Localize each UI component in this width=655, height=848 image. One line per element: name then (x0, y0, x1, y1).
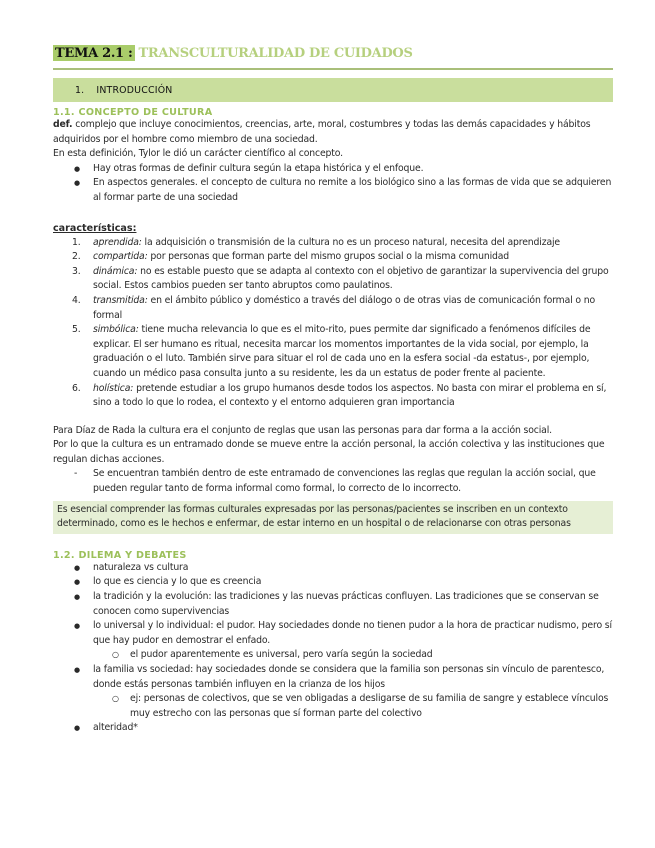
list-item: ○ ej: personas de colectivos, que se ven obligadas a desligarse de su familia de sangre y establece vínculos muy estrecho con las personas que sí forman parte del colectivo (53, 692, 613, 721)
dilema-bullets (53, 561, 613, 649)
list-item: ● la tradición y la evolución: las tradiciones y las nuevas prácticas confluyen. Las tradiciones que se conservan se conocen como supervivencias (53, 590, 613, 619)
list-item: - Se encuentran también dentro de este entramado de convenciones las reglas que regulan la acción social, que pueden regular tanto de forma informal como formal, lo correcto de lo incorrecto. (53, 467, 613, 496)
diaz-dash-list (53, 467, 613, 496)
item-term: transmitida: (93, 294, 148, 306)
document-page (53, 45, 613, 736)
item-number: 5. (72, 324, 81, 336)
item-term: aprendida: (93, 236, 142, 248)
item-term: holística: (93, 382, 134, 394)
item-number: 1. (72, 236, 81, 248)
entramado-paragraph: Por lo que la cultura es un entramado donde se mueve entre la acción personal, la acción colectiva y las instituciones que regulan dichas acciones. (53, 439, 605, 465)
list-item: ● naturaleza vs cultura (53, 561, 613, 576)
list-item (53, 382, 613, 411)
diaz-paragraph: Para Díaz de Rada la cultura era el conjunto de reglas que usan las personas para dar forma a la acción social. (53, 424, 552, 436)
list-item (53, 265, 613, 294)
definition-paragraph (53, 118, 613, 147)
list-item (53, 323, 613, 381)
list-item: ● la familia vs sociedad: hay sociedades donde se considera que la familia son personas sin vínculo de parentesco, donde estás personas también influyen en la crianza de los hijos (53, 663, 613, 692)
dilema-sub-bullets (53, 648, 613, 663)
item-term: compartida: (93, 251, 148, 263)
caracteristicas-heading: características: (53, 222, 137, 234)
definition-text: complejo que incluye conocimientos, creencias, arte, moral, costumbres y todas las demás capacidades y hábitos adquiridos por el hombre como miembro de una sociedad. (53, 119, 591, 145)
item-text: tiene mucha relevancia lo que es el mito-rito, pues permite dar significado a fenómenos difíciles de explicar. El ser humano es ritual, necesita marcar los momentos importantes de la vida social, por ejemplo, la graduación o el luto. También sirve para situar el rol de cada uno en la esfera social -da estatus-, por ejemplo, cuando un médico pasa consulta junto a su residente, les da un estatus de poder frente al paciente. (93, 324, 591, 379)
caracteristicas-list (53, 236, 613, 411)
concepto-bullets (53, 162, 613, 206)
list-item: ● Hay otras formas de definir cultura según la etapa histórica y el enfoque. (53, 162, 613, 177)
highlight-box: Es esencial comprender las formas culturales expresadas por las personas/pacientes se inscriben en un contexto determinado, como es le hechos e enfermar, de estar interno en un hospital o de relacionarse con otras personas (53, 501, 613, 534)
subheading-concepto: 1.1. CONCEPTO DE CULTURA (53, 107, 213, 118)
section-label: INTRODUCCIÓN (96, 84, 173, 96)
title-sub: TRANSCULTURALIDAD DE CUIDADOS (138, 46, 413, 61)
title-main: TEMA 2.1 : (55, 46, 133, 61)
list-item: ● En aspectos generales. el concepto de cultura no remite a los biológico sino a las formas de vida que se adquieren al formar parte de una sociedad (53, 176, 613, 205)
spacer (53, 411, 613, 424)
item-number: 6. (72, 382, 81, 394)
list-item (53, 236, 613, 251)
dilema-sub-bullets-2 (53, 692, 613, 721)
section-number: 1. (75, 84, 85, 96)
list-item (53, 294, 613, 323)
definition-label: def. (53, 119, 73, 130)
item-term: simbólica: (93, 324, 139, 336)
item-number: 3. (72, 265, 81, 277)
tylor-paragraph: En esta definición, Tylor le dió un carácter científico al concepto. (53, 148, 343, 160)
subheading-dilema: 1.2. DILEMA Y DEBATES (53, 549, 187, 561)
dilema-bullets-3 (53, 721, 613, 736)
item-text: pretende estudiar a los grupo humanos desde todos los aspectos. No basta con mirar el problema en sí, sino a todo lo que lo rodea, el contexto y el entorno adquieren gran importancia (93, 382, 607, 409)
item-text: en el ámbito público y doméstico a través del diálogo o de otras vias de comunicación formal o no formal (93, 294, 595, 321)
list-item: ● alteridad* (53, 721, 613, 736)
section-heading-bar (53, 78, 613, 102)
item-text: por personas que forman parte del mismo grupos social o la misma comunidad (147, 251, 510, 263)
list-item: ● lo universal y lo individual: el pudor. Hay sociedades donde no tienen pudor a la hora de practicar nudismo, pero sí que hay pudor en demostrar el enfado. (53, 619, 613, 648)
item-number: 2. (72, 251, 81, 263)
dilema-bullets-2 (53, 663, 613, 692)
document-title (53, 45, 613, 70)
item-text: la adquisición o transmisión de la cultura no es un proceso natural, necesita del aprendizaje (141, 236, 561, 248)
item-number: 4. (72, 294, 81, 306)
list-item (53, 250, 613, 265)
item-text: no es estable puesto que se adapta al contexto con el objetivo de garantizar la supervivencia del grupo social. Estos cambios pueden ser tanto abruptos como paulatinos. (93, 265, 609, 292)
item-term: dinámica: (93, 265, 138, 277)
list-item: ● lo que es ciencia y lo que es creencia (53, 575, 613, 590)
list-item: ○ el pudor aparentemente es universal, pero varía según la sociedad (53, 648, 613, 663)
